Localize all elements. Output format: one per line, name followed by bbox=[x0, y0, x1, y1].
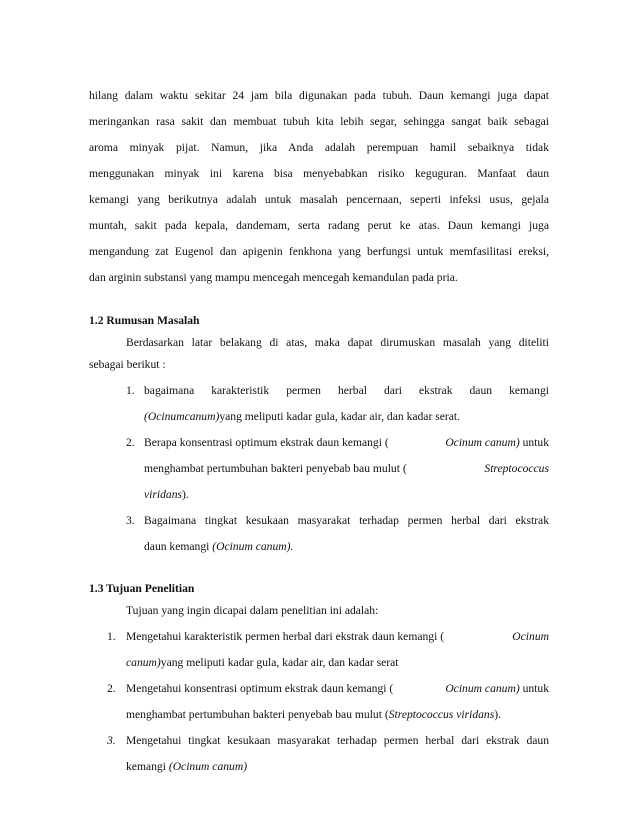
paragraph-line: menggunakan minyak ini karena bisa menyebabkan risiko keguguran. Manfaat daun bbox=[89, 167, 549, 180]
paragraph-line: meringankan rasa sakit dan membuat tubuh kita lebih segar, sehingga sangat baik sebagai bbox=[89, 115, 549, 128]
list-number: 3. bbox=[126, 514, 135, 527]
list-item-line: daun kemangi (Ocinum canum). bbox=[144, 540, 294, 553]
list-item-line: Mengetahui tingkat kesukaan masyarakat terhadap permen herbal dari ekstrak daun bbox=[126, 734, 549, 747]
list-number: 2. bbox=[107, 682, 116, 695]
list-number: 1. bbox=[126, 384, 135, 397]
section-heading: 1.3 Tujuan Penelitian bbox=[89, 582, 195, 595]
paragraph-line: dan arginin substansi yang mampu mencegah mencegah kemandulan pada pria. bbox=[89, 271, 458, 284]
list-item-line: Mengetahui konsentrasi optimum ekstrak daun kemangi ( Ocinum canum) untuk bbox=[126, 682, 549, 695]
list-item-line: menghambat pertumbuhan bakteri penyebab bau mulut ( Streptococcus bbox=[144, 462, 549, 475]
paragraph-line: mengandung zat Eugenol dan apigenin fenkhona yang berfungsi untuk memfasilitasi ereksi, bbox=[89, 245, 549, 258]
list-item-line: menghambat pertumbuhan bakteri penyebab bau mulut (Streptococcus viridans). bbox=[126, 708, 501, 721]
paragraph-line: kemangi yang berikutnya adalah untuk masalah pencernaan, seperti infeksi usus, gejala bbox=[89, 193, 549, 206]
list-item-line: (Ocinumcanum)yang meliputi kadar gula, kadar air, dan kadar serat. bbox=[144, 410, 460, 423]
list-item-line: viridans). bbox=[144, 488, 189, 501]
paragraph-line: Tujuan yang ingin dicapai dalam penelitian ini adalah: bbox=[126, 604, 379, 617]
list-item-line: bagaimana karakteristik permen herbal dari ekstrak daun kemangi bbox=[144, 384, 549, 397]
list-item-line: kemangi (Ocinum canum) bbox=[126, 760, 248, 773]
list-item-line: Bagaimana tingkat kesukaan masyarakat terhadap permen herbal dari ekstrak bbox=[144, 514, 549, 527]
section-heading: 1.2 Rumusan Masalah bbox=[89, 314, 200, 327]
paragraph-line: sebagai berikut : bbox=[89, 358, 166, 371]
list-item-line: canum)yang meliputi kadar gula, kadar air, dan kadar serat bbox=[126, 656, 399, 669]
paragraph-line: muntah, sakit pada kepala, dandemam, serta radang perut ke atas. Daun kemangi juga bbox=[89, 219, 549, 232]
list-item-line: Mengetahui karakteristik permen herbal dari ekstrak daun kemangi ( Ocinum bbox=[126, 630, 549, 643]
paragraph-line: Berdasarkan latar belakang di atas, maka dapat dirumuskan masalah yang diteliti bbox=[126, 336, 549, 349]
list-number: 1. bbox=[107, 630, 116, 643]
paragraph-line: aroma minyak pijat. Namun, jika Anda adalah perempuan hamil sebaiknya tidak bbox=[89, 141, 549, 154]
list-item-line: Berapa konsentrasi optimum ekstrak daun kemangi ( Ocinum canum) untuk bbox=[144, 436, 549, 449]
list-number: 2. bbox=[126, 436, 135, 449]
paragraph-line: hilang dalam waktu sekitar 24 jam bila digunakan pada tubuh. Daun kemangi juga dapat bbox=[89, 89, 549, 102]
list-number: 3. bbox=[107, 734, 116, 747]
